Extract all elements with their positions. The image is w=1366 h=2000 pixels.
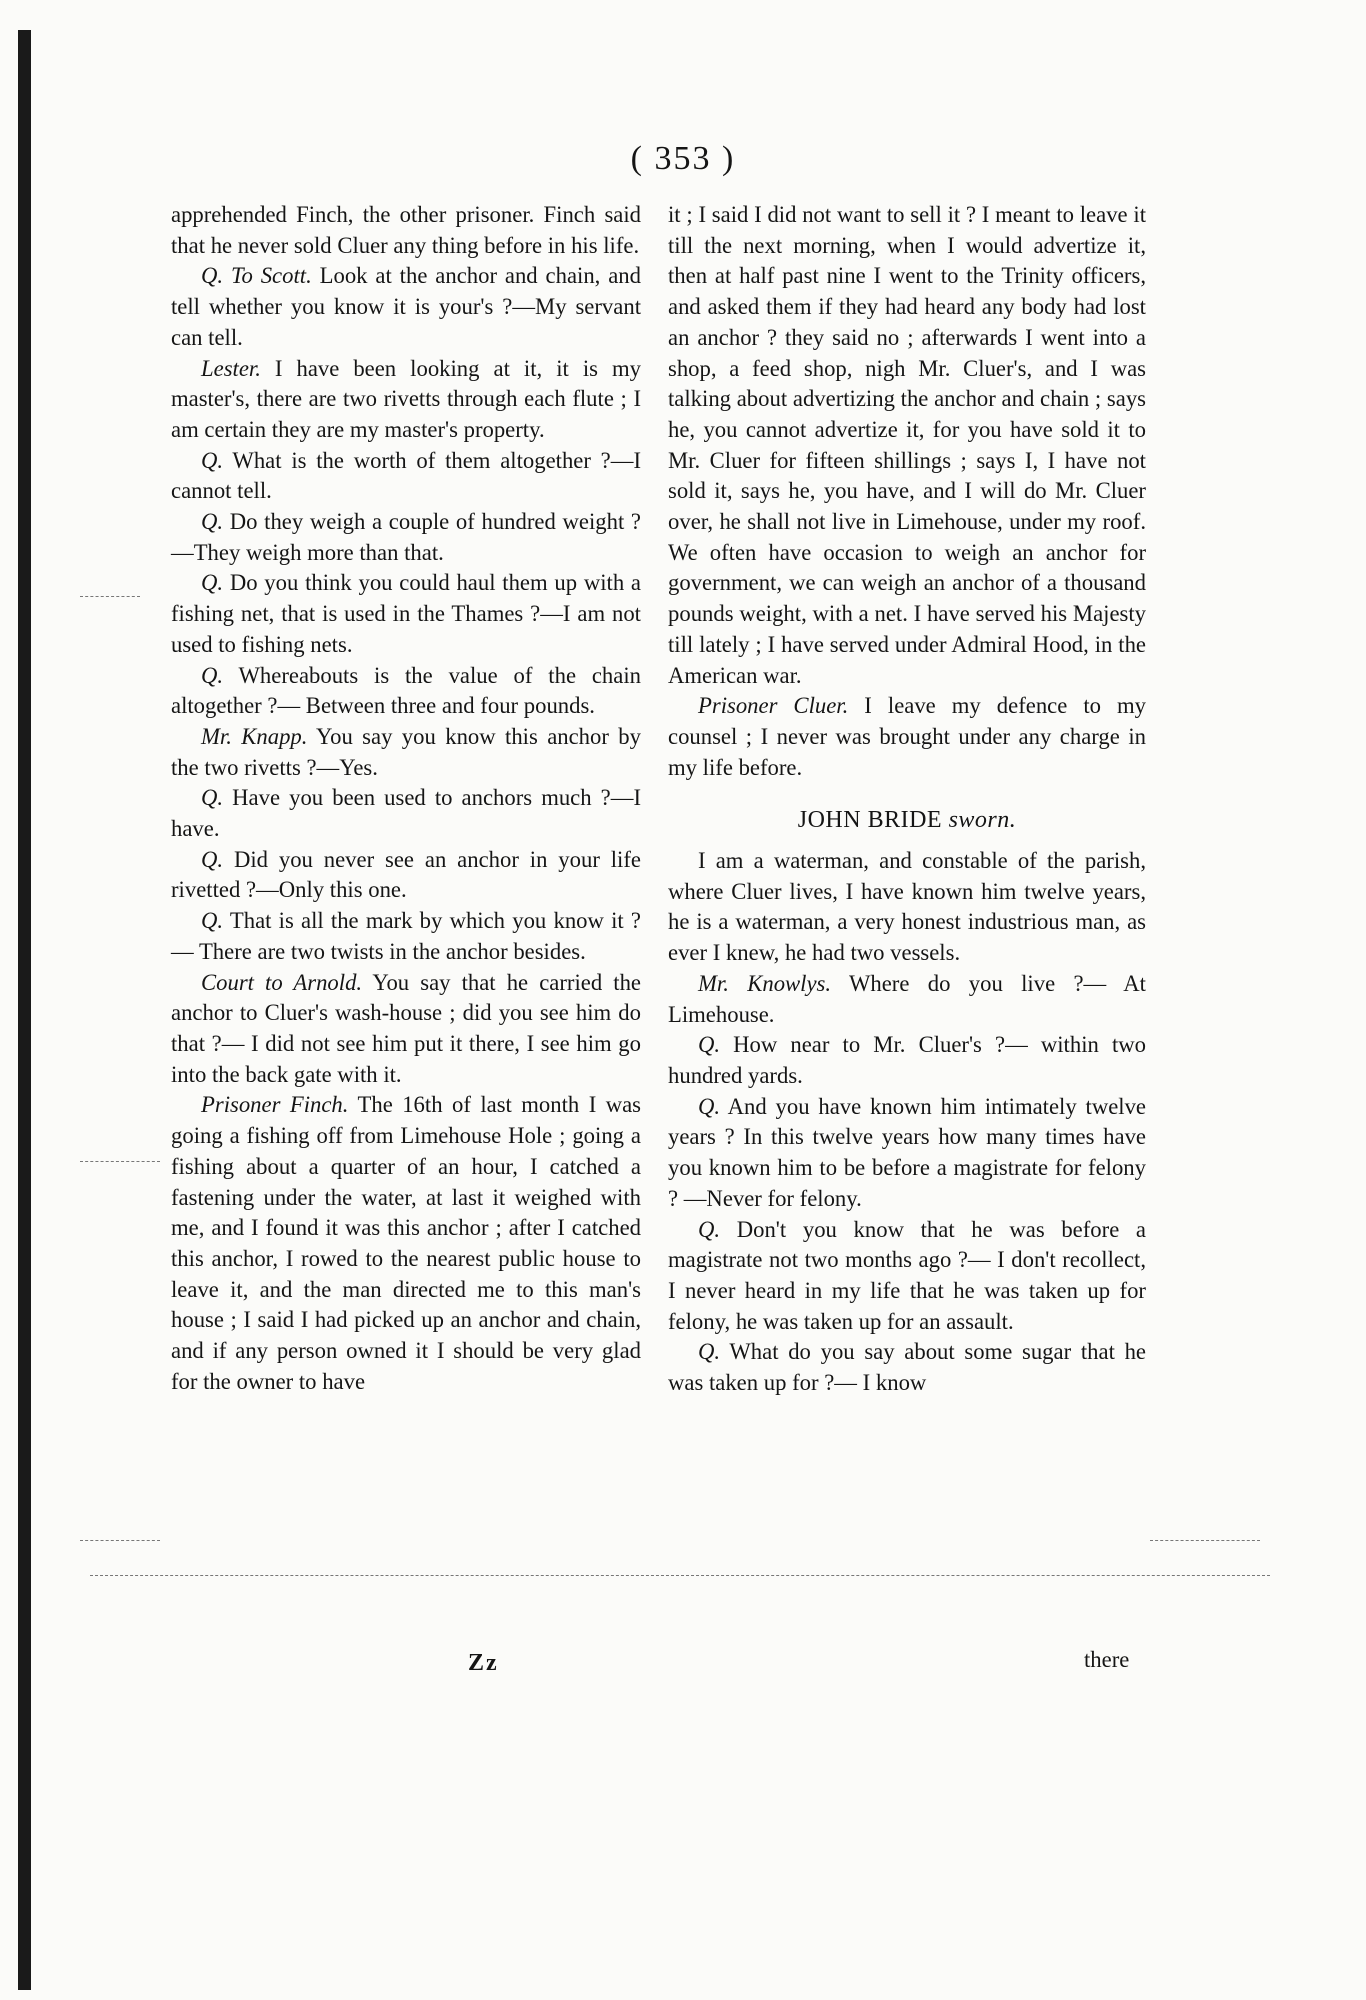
paragraph [171, 783, 641, 844]
paragraph [171, 661, 641, 722]
paragraph [668, 1215, 1146, 1338]
paragraph-text: Whereabouts is the value of the chain altogether ?— Between three and four pounds. [171, 662, 641, 719]
signature-mark: Zz [468, 1650, 499, 1676]
catchword: there [1084, 1647, 1130, 1672]
right-column [668, 200, 1146, 1399]
paragraph [668, 1337, 1146, 1398]
speaker-label: Mr. Knowlys. [698, 970, 832, 996]
book-spine-shadow [18, 30, 31, 1990]
speaker-label: Q. [698, 1093, 721, 1119]
speaker-label: Mr. Knapp. [201, 723, 308, 749]
right-column-bride-testimony [668, 846, 1146, 1399]
paragraph [668, 200, 1146, 691]
paragraph [171, 845, 641, 906]
left-column [171, 200, 641, 1397]
paragraph-text: Have you been used to anchors much ?—I have. [171, 785, 641, 842]
paragraph-text: How near to Mr. Cluer's ?— within two hundred yards. [668, 1032, 1146, 1088]
paragraph [668, 1092, 1146, 1215]
speaker-label: Court to Arnold. [201, 969, 363, 995]
paragraph [668, 846, 1146, 969]
paragraph [668, 969, 1146, 1030]
witness-name: JOHN BRIDE [797, 807, 943, 834]
speaker-label: Q. [201, 785, 224, 811]
paragraph-text: What is the worth of them altogether ?—I cannot tell. [171, 447, 641, 504]
paragraph [171, 354, 641, 446]
paragraph [171, 507, 641, 568]
speaker-label: Q. To Scott. [201, 263, 312, 289]
paragraph [668, 1030, 1146, 1091]
paragraph-text: You say you know this anchor by the two rivetts ?—Yes. [171, 723, 641, 780]
paragraph-text: Look at the anchor and chain, and tell whether you know it is your's ?—My servant can tell. [171, 263, 641, 350]
paragraph-text: apprehended Finch, the other prisoner. Finch said that he never sold Cluer any thing before in his life. [171, 202, 641, 258]
paragraph [171, 446, 641, 507]
paragraph [171, 568, 641, 660]
speaker-label: Prisoner Finch. [201, 1092, 349, 1118]
paragraph-text: Do they weigh a couple of hundred weight ?—They weigh more than that. [171, 509, 641, 565]
paragraph-text: The 16th of last month I was going a fishing off from Limehouse Hole ; going a fishing about a quarter of an hour, I catched a fastening under the water, at last it weighed with me, and I found it was this anchor ; after I catched this anchor, I rowed to the nearest public house to leave it, and the man directed me to this man's house ; I said I had picked up an anchor and chain, and if any person owned it I should be very glad for the owner to have [171, 1092, 642, 1394]
margin-rule-bottom [90, 1575, 1270, 1576]
speaker-label: Q. [201, 662, 224, 688]
paragraph-text: I have been looking at it, it is my master's, there are two rivetts through each flute ; I am certain they are my master's property. [171, 355, 641, 442]
speaker-label: Q. [201, 447, 224, 473]
paragraph-text: Do you think you could haul them up with a fishing net, that is used in the Thames ?—I am not used to fishing nets. [171, 570, 641, 657]
paragraph-text: What do you say about some sugar that he was taken up for ?— I know [668, 1339, 1146, 1396]
paragraph [171, 200, 641, 261]
speaker-label: Lester. [201, 355, 261, 381]
paragraph-text: That is all the mark by which you know it ?— There are two twists in the anchor besides. [171, 908, 641, 964]
speaker-label: Q. [698, 1216, 721, 1242]
speaker-label: Q. [201, 570, 224, 596]
speaker-label: Q. [201, 509, 224, 535]
paragraph-text: Where do you live ?— At Limehouse. [668, 970, 1146, 1027]
paragraph [171, 261, 641, 353]
paragraph [171, 1090, 641, 1397]
paragraph-text: it ; I said I did not want to sell it ? I meant to leave it till the next morning, when I would advertize it, then at half past nine I went to the Trinity officers, and asked them if they had heard any body had lost an anchor ? they said no ; afterwards I went into a shop, a feed shop, nigh Mr. Cluer's, and I was talking about advertizing the anchor and chain ; says he, you cannot advertize it, for you have sold it to Mr. Cluer for fifteen shillings ; says I, I have not sold it, says he, you have, and I will do Mr. Cluer over, he shall not live in Limehouse, under my roof. We often have occasion to weigh an anchor for government, we can weigh an anchor of a thousand pounds weight, with a net. I have served his Majesty till lately ; I have served under Admiral Hood, in the American war. [668, 202, 1146, 688]
margin-rule-left-1 [80, 596, 140, 597]
margin-rule-left-3 [80, 1540, 160, 1541]
paragraph-text: And you have known him intimately twelve years ? In this twelve years how many times have you known him to be before a magistrate for felony ? —Never for felony. [668, 1093, 1146, 1211]
paragraph-text: Did you never see an anchor in your life rivetted ?—Only this one. [171, 846, 641, 903]
paragraph-text: You say that he carried the anchor to Cluer's wash-house ; did you see him do that ?— I did not see him put it there, I see him go into the back gate with it. [171, 969, 641, 1087]
witness-sworn: sworn. [948, 807, 1017, 834]
paragraph [171, 906, 641, 967]
margin-rule-right-1 [1150, 1540, 1260, 1541]
witness-heading [668, 805, 1146, 836]
margin-rule-left-2 [80, 1161, 160, 1162]
paragraph-text: Don't you know that he was before a magistrate not two months ago ?— I don't recollect, I never heard in my life that he was taken up for felony, he was taken up for an assault. [668, 1216, 1146, 1334]
speaker-label: Q. [201, 908, 224, 934]
page-number: ( 353 ) [630, 140, 736, 177]
speaker-label: Prisoner Cluer. [698, 693, 849, 719]
paragraph [668, 691, 1146, 783]
paragraph [171, 722, 641, 783]
paragraph-text: I am a waterman, and constable of the parish, where Cluer lives, I have known him twelve years, he is a waterman, a very honest industrious man, as ever I knew, he had two vessels. [668, 848, 1146, 966]
paragraph-text: I leave my defence to my counsel ; I never was brought under any charge in my life before. [668, 693, 1147, 780]
speaker-label: Q. [201, 846, 224, 872]
paragraph [171, 968, 641, 1091]
speaker-label: Q. [698, 1339, 721, 1365]
speaker-label: Q. [698, 1032, 721, 1058]
right-column-testimony [668, 200, 1146, 783]
